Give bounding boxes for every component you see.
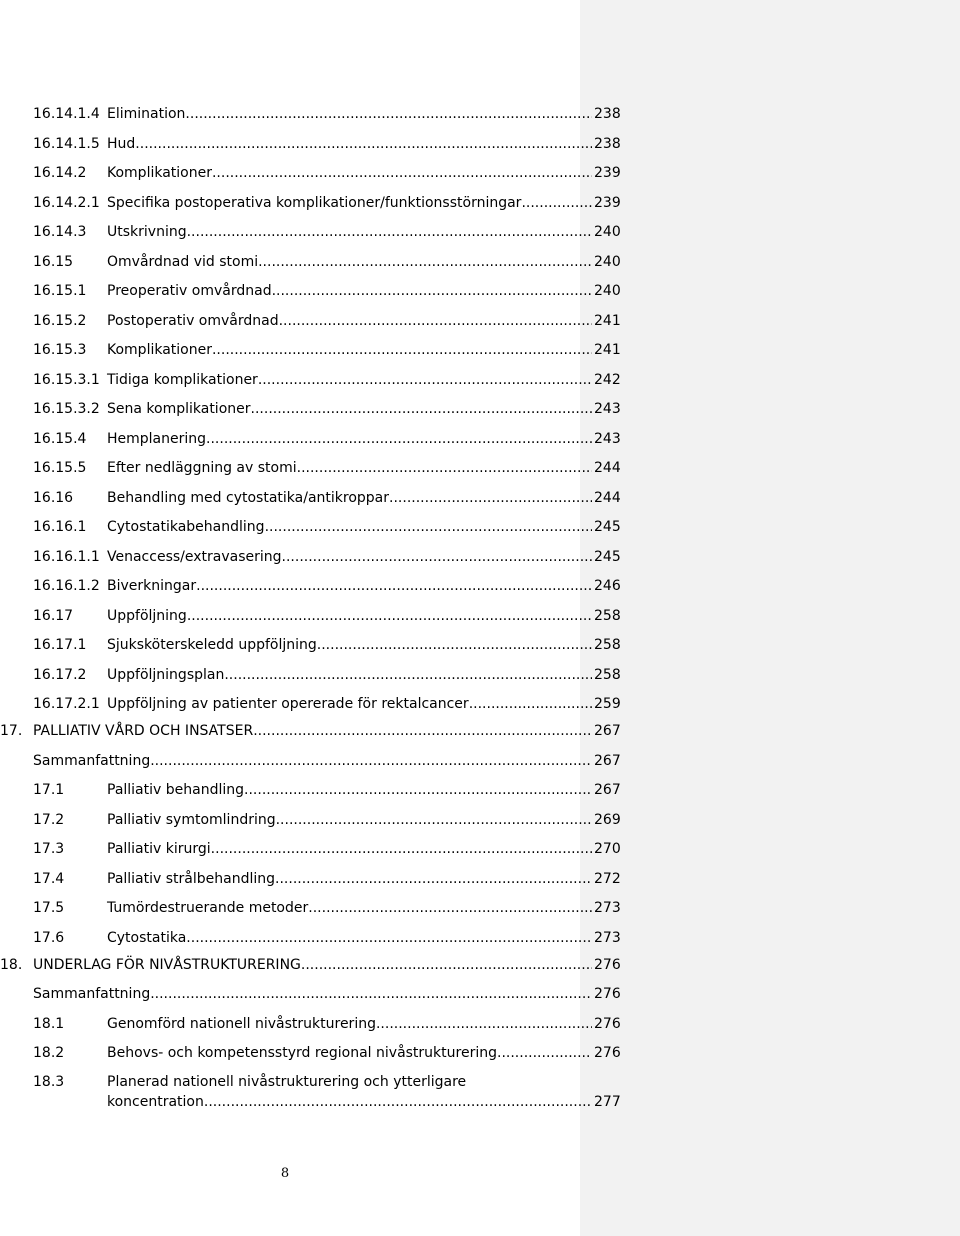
toc-entry-number: 16.16.1.1	[33, 549, 100, 565]
toc-entry-page: 238	[594, 106, 621, 122]
toc-entry-title: Tidiga komplikationer .....	[107, 370, 592, 390]
toc-entry[interactable]	[0, 869, 960, 889]
toc-entry-number: 16.14.2	[33, 165, 87, 181]
toc-entry-title: Specifika postoperativa komplikationer/funktionsstörningar .....	[107, 193, 592, 213]
toc-entry-page: 238	[594, 136, 621, 152]
toc-entry-page: 272	[594, 871, 621, 887]
toc-entry-page: 243	[594, 401, 621, 417]
toc-entry-title: Hud .....	[107, 134, 592, 154]
toc-entry-number: 16.15.5	[33, 460, 87, 476]
toc-entry-page: 273	[594, 930, 621, 946]
toc-entry-page: 258	[594, 608, 621, 624]
toc-entry-title: UNDERLAG FÖR NIVÅSTRUKTURERING .....	[33, 955, 592, 975]
toc-entry-number: 17.5	[33, 900, 65, 916]
toc-entry-page: 276	[594, 986, 621, 1002]
toc-entry[interactable]	[0, 898, 960, 918]
toc-entry[interactable]	[0, 751, 960, 771]
page-number: 8	[280, 1166, 290, 1181]
toc-entry[interactable]	[0, 370, 960, 390]
toc-entry-page: 246	[594, 578, 621, 594]
toc-entry-number: 17.2	[33, 812, 65, 828]
toc-entry-number: 16.14.3	[33, 224, 87, 240]
toc-entry[interactable]	[0, 458, 960, 478]
toc-entry[interactable]	[0, 134, 960, 154]
toc-entry[interactable]	[0, 399, 960, 419]
toc-entry[interactable]	[0, 1072, 960, 1112]
toc-entry-page: 242	[594, 372, 621, 388]
toc-entry-page: 245	[594, 519, 621, 535]
toc-entry[interactable]	[0, 517, 960, 537]
toc-entry-number: 18.2	[33, 1045, 65, 1061]
toc-entry-page: 240	[594, 224, 621, 240]
toc-entry[interactable]	[0, 311, 960, 331]
toc-entry-number: 17.6	[33, 930, 65, 946]
toc-entry-page: 245	[594, 549, 621, 565]
toc-entry[interactable]	[0, 635, 960, 655]
toc-entry-page: 239	[594, 195, 621, 211]
toc-entry[interactable]	[0, 222, 960, 242]
toc-entry-number: 16.15.4	[33, 431, 87, 447]
toc-chapter-entry[interactable]	[0, 955, 960, 975]
toc-entry[interactable]	[0, 163, 960, 183]
toc-entry-title: Palliativ behandling .....	[107, 780, 592, 800]
toc-entry-title: Sena komplikationer .....	[107, 399, 592, 419]
toc-entry-title: Sammanfattning .....	[33, 984, 592, 1004]
toc-entry-title: Preoperativ omvårdnad .....	[107, 281, 592, 301]
toc-entry-number: 16.17	[33, 608, 74, 624]
toc-entry[interactable]	[0, 576, 960, 596]
toc-entry[interactable]	[0, 984, 960, 1004]
toc-entry-page: 258	[594, 637, 621, 653]
toc-entry-page: 258	[594, 667, 621, 683]
toc-entry[interactable]	[0, 488, 960, 508]
toc-entry-title: Uppföljningsplan .....	[107, 665, 592, 685]
toc-entry-number: 16.16	[33, 490, 74, 506]
toc-entry-number: 16.15.3	[33, 342, 87, 358]
toc-entry-number: 16.14.1.5	[33, 136, 100, 152]
toc-entry-page: 270	[594, 841, 621, 857]
toc-entry-page: 269	[594, 812, 621, 828]
toc-entry-title: Cytostatika .....	[107, 928, 592, 948]
toc-entry[interactable]	[0, 252, 960, 272]
toc-chapter-entry[interactable]	[0, 721, 960, 741]
toc-entry-title: Uppföljning av patienter opererade för rektalcancer .....	[107, 694, 592, 714]
toc-entry-page: 259	[594, 696, 621, 712]
toc-entry-number: 16.14.2.1	[33, 195, 100, 211]
toc-entry[interactable]	[0, 340, 960, 360]
toc-entry-number: 16.17.1	[33, 637, 87, 653]
toc-entry-number: 16.16.1.2	[33, 578, 100, 594]
toc-entry-number: 16.15.1	[33, 283, 87, 299]
toc-entry[interactable]	[0, 839, 960, 859]
toc-entry[interactable]	[0, 928, 960, 948]
toc-entry-page: 244	[594, 460, 621, 476]
toc-entry-page: 239	[594, 165, 621, 181]
toc-entry-number: 16.15.2	[33, 313, 87, 329]
toc-entry-title: Hemplanering .....	[107, 429, 592, 449]
toc-entry-title: Venaccess/extravasering .....	[107, 547, 592, 567]
toc-entry-number: 18.1	[33, 1016, 65, 1032]
toc-entry-title: Planerad nationell nivåstrukturering och ytterligare koncentration .....	[107, 1072, 592, 1112]
toc-entry-number: 16.17.2.1	[33, 696, 100, 712]
toc-entry-title: Komplikationer .....	[107, 340, 592, 360]
toc-entry-title: Utskrivning .....	[107, 222, 592, 242]
toc-entry-page: 276	[594, 1016, 621, 1032]
toc-entry-page: 241	[594, 342, 621, 358]
toc-entry-page: 244	[594, 490, 621, 506]
toc-entry[interactable]	[0, 694, 960, 714]
toc-entry[interactable]	[0, 429, 960, 449]
toc-entry[interactable]	[0, 281, 960, 301]
toc-entry-number: 16.15.3.2	[33, 401, 100, 417]
toc-entry[interactable]	[0, 665, 960, 685]
toc-entry-number: 16.17.2	[33, 667, 87, 683]
toc-entry-number: 17.3	[33, 841, 65, 857]
toc-entry-title: PALLIATIV VÅRD OCH INSATSER .....	[33, 721, 592, 741]
toc-entry-title: Behovs- och kompetensstyrd regional nivåstrukturering .....	[107, 1043, 592, 1063]
toc-entry-number: 17.	[0, 723, 23, 739]
toc-entry-page: 243	[594, 431, 621, 447]
toc-entry-title: Sammanfattning .....	[33, 751, 592, 771]
toc-entry-page: 276	[594, 957, 621, 973]
toc-entry[interactable]	[0, 606, 960, 626]
toc-entry-number: 17.1	[33, 782, 65, 798]
toc-entry-number: 17.4	[33, 871, 65, 887]
toc-entry-title: Palliativ kirurgi .....	[107, 839, 592, 859]
toc-entry[interactable]	[0, 547, 960, 567]
toc-entry-title: Omvårdnad vid stomi .....	[107, 252, 592, 272]
toc-entry-title: Sjuksköterskeledd uppföljning .....	[107, 635, 592, 655]
toc-entry-title: Cytostatikabehandling .....	[107, 517, 592, 537]
toc-entry-number: 16.15	[33, 254, 74, 270]
toc-entry-page: 267	[594, 723, 621, 739]
toc-entry-number: 18.	[0, 957, 23, 973]
toc-entry[interactable]	[0, 810, 960, 830]
toc-entry-number: 16.16.1	[33, 519, 87, 535]
toc-entry-title: Elimination .....	[107, 104, 592, 124]
toc-entry-title: Efter nedläggning av stomi .....	[107, 458, 592, 478]
toc-entry-title: Komplikationer .....	[107, 163, 592, 183]
toc-entry-title: Biverkningar .....	[107, 576, 592, 596]
toc-entry-title: Tumördestruerande metoder .....	[107, 898, 592, 918]
toc-entry-title: Uppföljning .....	[107, 606, 592, 626]
toc-entry[interactable]	[0, 104, 960, 124]
toc-entry-title: Palliativ strålbehandling .....	[107, 869, 592, 889]
toc-entry-title: Postoperativ omvårdnad .....	[107, 311, 592, 331]
toc-entry-number: 18.3	[33, 1074, 65, 1090]
toc-entry-page: 267	[594, 782, 621, 798]
toc-entry-page: 267	[594, 753, 621, 769]
toc-entry-page: 276	[594, 1045, 621, 1061]
toc-entry[interactable]	[0, 193, 960, 213]
toc-entry[interactable]	[0, 1043, 960, 1063]
toc-entry[interactable]	[0, 1014, 960, 1034]
toc-entry-title: Palliativ symtomlindring .....	[107, 810, 592, 830]
toc-entry-page: 277	[594, 1094, 621, 1110]
toc-entry-number: 16.15.3.1	[33, 372, 100, 388]
toc-entry-page: 241	[594, 313, 621, 329]
toc-entry-title: Genomförd nationell nivåstrukturering .....	[107, 1014, 592, 1034]
toc-entry-title: Behandling med cytostatika/antikroppar .....	[107, 488, 592, 508]
toc-entry[interactable]	[0, 780, 960, 800]
toc-entry-page: 240	[594, 254, 621, 270]
toc-entry-page: 273	[594, 900, 621, 916]
toc-entry-number: 16.14.1.4	[33, 106, 100, 122]
toc-entry-page: 240	[594, 283, 621, 299]
